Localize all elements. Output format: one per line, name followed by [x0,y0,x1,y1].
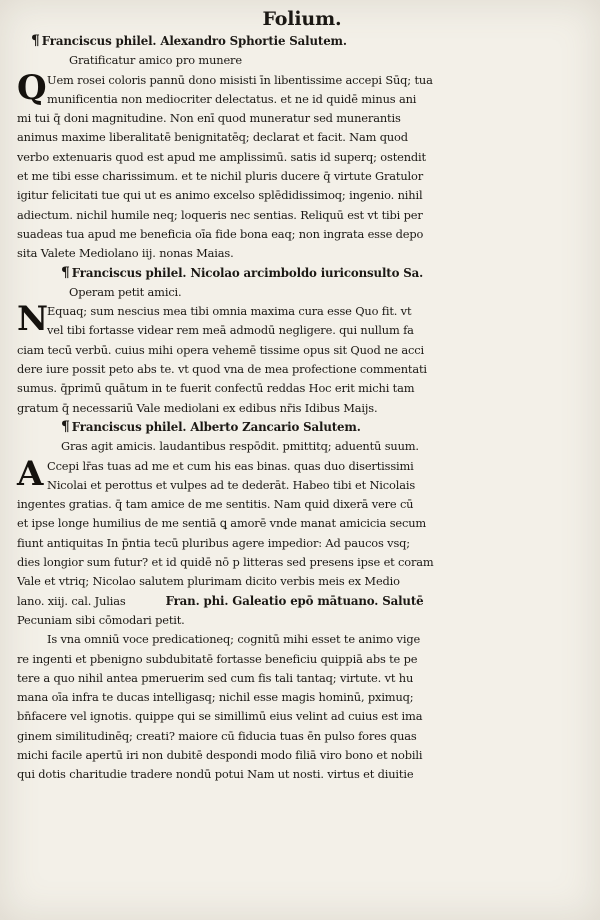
text-line: dies longior sum futur? et id quidē nō p litteras sed presens ipse et coram [17,555,434,570]
text-line: fiunt antiquitas In p̄ntia tecū pluribus agere impedior: Ad paucos vsq; [17,535,410,550]
letter-subheading: Gras agit amicis. laudantibus respōdit. pmittitq; aduentū suum. [61,439,419,454]
text-line: Ccepi lr̄as tuas ad me et cum his eas binas. quas duo disertissimi [47,458,414,473]
initial-letter: N [17,299,48,340]
pilcrow-icon: ¶ [61,418,70,435]
initial-letter: A [17,453,44,494]
text-line: michi facile apertū iri non dubitē despondi modo filiā viro bono et nobili [17,747,423,762]
text-block [17,6,577,785]
text-line: igitur felicitati tue qui ut es animo excelso splēdidissimoq; ingenio. nihil [17,188,423,203]
text-line: sumus. q̄primū quātum in te fuerit confectū reddas Hoc erit michi tam [17,381,415,396]
text-line: vel tibi fortasse videar rem meā admodū negligere. qui nullum fa [47,323,414,338]
text-line: ginem similitudinēq; creati? maiore cū fiducia tuas ēn pulso fores quas [17,728,417,743]
text-line: mana oīa infra te ducas intelligasq; nichil esse magis hominū, pximuq; [17,690,414,705]
text-line: bn̄facere vel ignotis. quippe qui se simillimū eius velint ad cuius est ima [17,709,423,724]
text-line: verbo extenuaris quod est apud me amplissimū. satis id superq; ostendit [17,149,426,164]
letter-subheading: Gratificatur amico pro munere [69,53,242,68]
text-line: Uem rosei coloris pannū dono misisti īn libentissime accepi Sūq; tua [47,72,433,87]
date-line: lano. xiij. cal. Julias Fran. phi. Galeatio epō mātuano. Salutē [17,592,577,611]
letter-body [17,453,577,631]
text-line: re ingenti et pbenigno subdubitatē fortasse beneficiu quippiā abs te pe [17,651,418,666]
letter-body [17,67,577,264]
letter-heading: ¶ Franciscus philel. Alberto Zancario Salutem. [17,418,577,437]
text-line: Is vna omniū voce predicationeq; cognitū mihi esset te animo vige [47,632,421,647]
letter-heading: ¶ Franciscus philel. Alexandro Sphortie Salutem. [17,32,577,51]
letter-subheading: Operam petit amici. [69,284,182,299]
text-line: dere iure possit peto abs te. vt quod vna de mea profectione commentati [17,362,427,377]
text-line: ingentes gratias. q̄ tam amice de me sentitis. Nam quid dixerā vere cū [17,497,414,512]
folio-heading: Folium. [262,8,342,30]
letter-body [17,630,577,784]
pilcrow-icon: ¶ [31,33,40,49]
text-line: et me tibi esse charissimum. et te nichil pluris ducere q̄ virtute Gratulor [17,169,424,184]
text-line: Vale et vtriq; Nicolao salutem plurimam dicito verbis meis ex Medio [17,574,400,589]
text-line: et ipse longe humilius de me sentiā ꝗ amorē vnde manat amicicia secum [17,516,427,531]
text-line: Nicolai et perottus et vulpes ad te dederāt. Habeo tibi et Nicolais [47,477,416,492]
text-line: qui dotis charitudie tradere nondū potui Nam ut nosti. virtus et diuitie [17,767,414,782]
text-line: animus maxime liberalitatē benignitatēq; declarat et facit. Nam quod [17,130,408,145]
text-line: mi tui q̄ doni magnitudine. Non enī quod muneratur sed munerantis [17,111,401,126]
text-line: sita Valete Mediolano iij. nonas Maias. [17,246,234,261]
text-line: munificentia non mediocriter delectatus. et ne id quidē minus ani [47,91,417,106]
letter-subheading: Pecuniam sibi cōmodari petit. [17,612,185,627]
text-line: ciam tecū verbū. cuius mihi opera vehemē tissime opus sit Quod ne acci [17,342,424,357]
text-line: gratum q̄ necessariū Vale mediolani ex edibus nr̄is Idibus Maijs. [17,400,378,415]
text-line: suadeas tua apud me beneficia oīa fide bona eaq; non ingrata esse depo [17,226,424,241]
letter-heading: Fran. phi. Galeatio epō mātuano. Salutē [165,593,424,608]
text-line: adiectum. nichil humile neq; loqueris nec sentias. Reliquū est vt tibi per [17,207,423,222]
initial-letter: Q [17,67,47,108]
text-line: tere a quo nihil antea pmeruerim sed cum fis tali tantaq; virtute. vt hu [17,670,414,685]
pilcrow-icon: ¶ [61,264,70,281]
letter-body [17,299,577,418]
letter-heading: ¶ Franciscus philel. Nicolao arcimboldo iuriconsulto Sa. [17,264,577,283]
text-line: Equaq; sum nescius mea tibi omnia maxima cura esse Quo fit. vt [47,304,412,319]
